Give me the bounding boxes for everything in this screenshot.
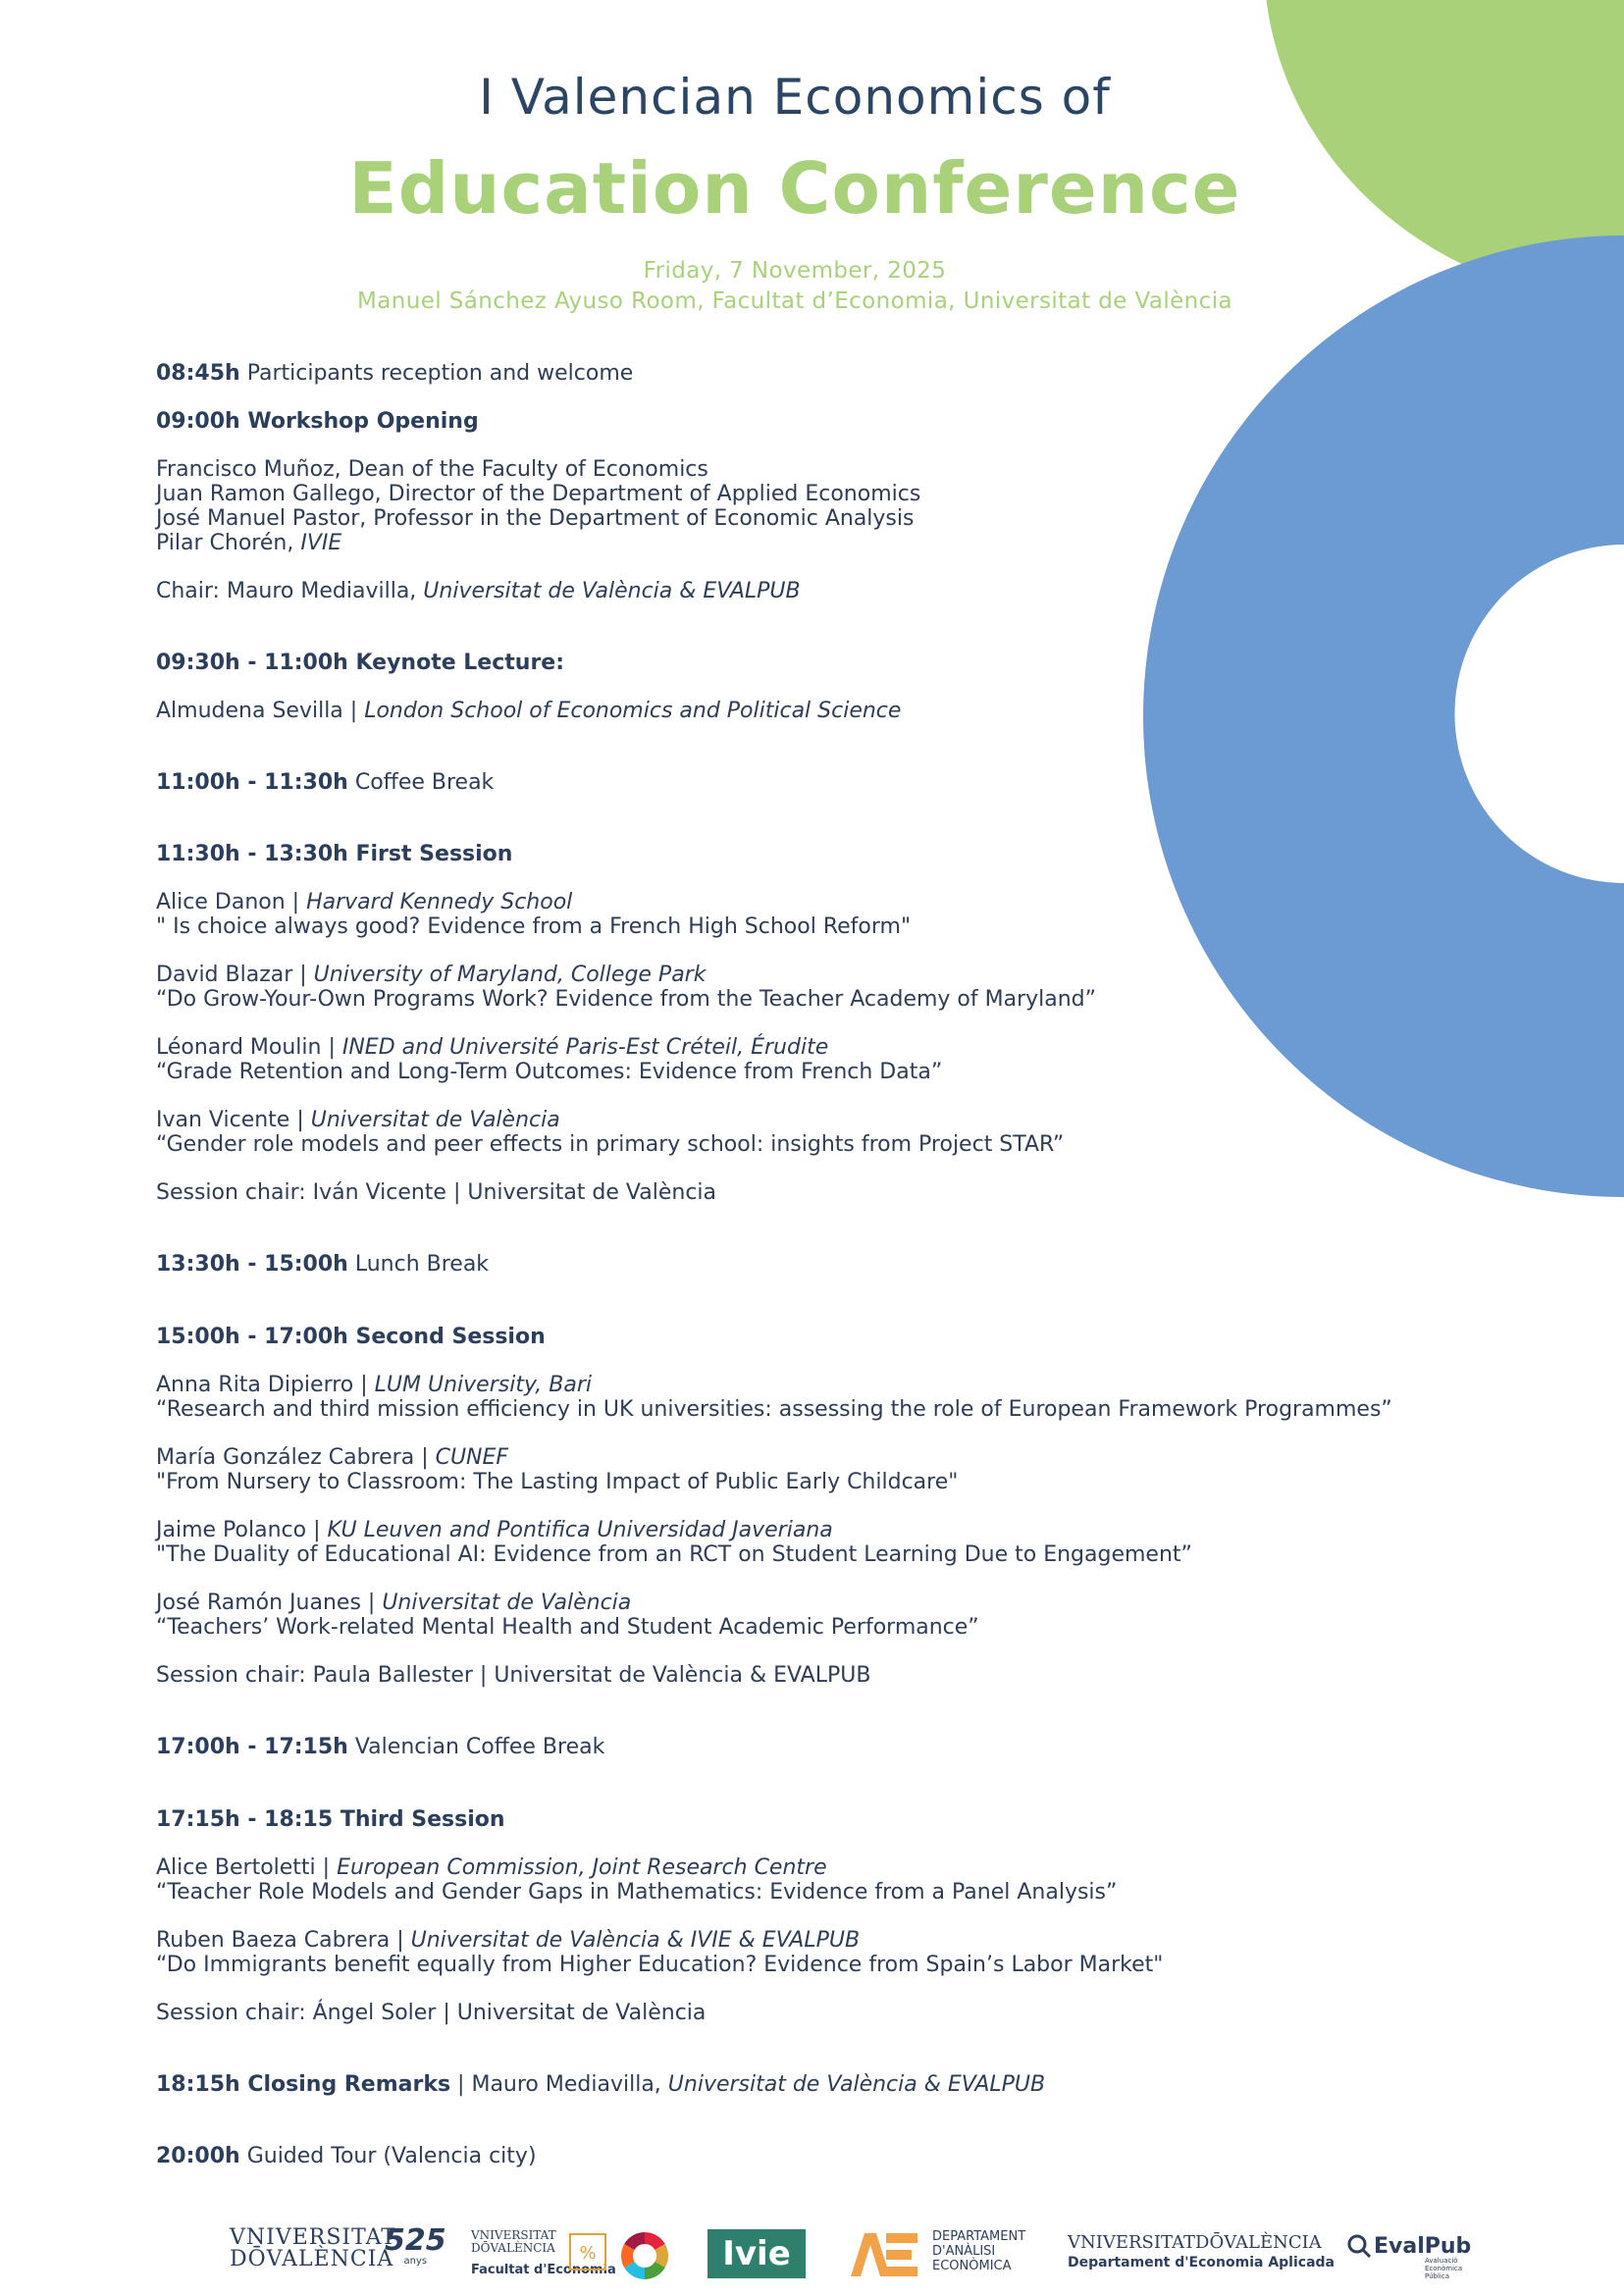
- speaker-entry: David Blazar | University of Maryland, College Park “Do Grow-Your-Own Programs Work? Evidence from the Teacher Academy of Maryland”: [156, 963, 1530, 1012]
- speaker-line: Juan Ramon Gallego, Director of the Department of Applied Economics: [156, 482, 921, 506]
- ivie-logo: Ivie: [707, 2229, 806, 2278]
- paper-title: "The Duality of Educational AI: Evidence from an RCT on Student Learning Due to Engagement”: [156, 1542, 1192, 1567]
- dept-applied-economics-logo: VNIVERSITATDŌVALÈNCIA Departament d'Economia Aplicada: [1068, 2232, 1335, 2270]
- paper-title: " Is choice always good? Evidence from a French High School Reform": [156, 914, 912, 939]
- faculty-economics-logo: VNIVERSITAT DŌVALÈNCIA Facultat d'Economia: [471, 2228, 616, 2277]
- program-item: [156, 361, 1530, 386]
- program-item: [156, 842, 1530, 866]
- paper-title: "From Nursery to Classroom: The Lasting Impact of Public Early Childcare": [156, 1470, 959, 1494]
- speaker-line: Francisco Muñoz, Dean of the Faculty of Economics: [156, 457, 708, 482]
- time-label: 11:30h - 13:30h First Session: [156, 842, 513, 866]
- item-label: | Mauro Mediavilla,: [450, 2072, 668, 2097]
- time-label: 13:30h - 15:00h: [156, 1252, 348, 1277]
- ae-logo-mark: [849, 2231, 919, 2278]
- time-label: 20:00h: [156, 2144, 240, 2168]
- time-label: 09:30h - 11:00h Keynote Lecture:: [156, 651, 565, 675]
- title-line-1: I Valencian Economics of: [479, 69, 1111, 126]
- magnifier-icon: [1346, 2233, 1372, 2259]
- speaker-entry: Ivan Vicente | Universitat de València “Gender role models and peer effects in primary school: insights from Project STAR”: [156, 1108, 1530, 1157]
- dept-economic-analysis-logo: DEPARTAMENT D'ANÀLISI ECONÒMICA: [932, 2229, 1026, 2273]
- uv-logo: VNIVERSITAT DŌVALÈNCIA: [230, 2225, 396, 2271]
- time-label: 11:00h - 11:30h: [156, 770, 348, 795]
- session-chair: Session chair: Paula Ballester | Universitat de València & EVALPUB: [156, 1663, 871, 1688]
- program-item: [156, 409, 1530, 434]
- speaker-line: Pilar Chorén, IVIE: [156, 531, 342, 555]
- paper-title: “Gender role models and peer effects in primary school: insights from Project STAR”: [156, 1132, 1065, 1157]
- item-label: Participants reception and welcome: [246, 361, 634, 386]
- speaker-entry: José Ramón Juanes | Universitat de València “Teachers’ Work-related Mental Health and Student Academic Performance”: [156, 1591, 1530, 1640]
- sdg-wheel-icon: [620, 2231, 669, 2280]
- item-label: Guided Tour (Valencia city): [246, 2144, 537, 2168]
- time-label: 15:00h - 17:00h Second Session: [156, 1325, 546, 1349]
- speaker-entry: Alice Danon | Harvard Kennedy School " Is choice always good? Evidence from a French High School Reform": [156, 890, 1530, 939]
- paper-title: “Grade Retention and Long-Term Outcomes: Evidence from French Data”: [156, 1060, 943, 1084]
- paper-title: “Do Grow-Your-Own Programs Work? Evidence from the Teacher Academy of Maryland”: [156, 987, 1097, 1012]
- paper-title: “Teachers’ Work-related Mental Health and Student Academic Performance”: [156, 1615, 979, 1640]
- evalpub-logo: EvalPub Avaluació Econòmica Pública: [1346, 2233, 1471, 2280]
- event-date: Friday, 7 November, 2025: [643, 258, 947, 284]
- title-line-2: Education Conference: [348, 147, 1241, 230]
- percent-icon: [569, 2233, 606, 2270]
- speaker-entry: Léonard Moulin | INED and Université Paris-Est Créteil, Érudite “Grade Retention and Long-Term Outcomes: Evidence from French Data”: [156, 1035, 1530, 1084]
- speaker-entry: María González Cabrera | CUNEF "From Nursery to Classroom: The Lasting Impact of Public Early Childcare": [156, 1445, 1530, 1494]
- sponsor-logos: [0, 2208, 1624, 2286]
- paper-title: “Research and third mission efficiency in UK universities: assessing the role of European Framework Programmes”: [156, 1397, 1392, 1422]
- time-label: 17:00h - 17:15h: [156, 1735, 348, 1759]
- time-label: 09:00h Workshop Opening: [156, 409, 479, 434]
- item-label: Lunch Break: [354, 1252, 490, 1277]
- program-item: [156, 2144, 1530, 2168]
- speaker-entry: Almudena Sevilla | London School of Economics and Political Science: [156, 699, 902, 723]
- session-chair: Session chair: Ángel Soler | Universitat de València: [156, 2001, 707, 2025]
- time-label: 08:45h: [156, 361, 240, 386]
- program-item: 18:15h Closing Remarks | Mauro Mediavilla, Universitat de València & EVALPUB: [156, 2072, 1046, 2097]
- session-chair: Session chair: Iván Vicente | Universitat de València: [156, 1180, 717, 1205]
- program-item: [156, 770, 1530, 795]
- program-item: [156, 1735, 1530, 1759]
- speaker-entry: Ruben Baeza Cabrera | Universitat de València & IVIE & EVALPUB “Do Immigrants benefit equally from Higher Education? Evidence from Spain’s Labor Market": [156, 1928, 1530, 1977]
- anniversary-logo: 525 anys: [385, 2223, 446, 2267]
- paper-title: “Do Immigrants benefit equally from Higher Education? Evidence from Spain’s Labor Market": [156, 1953, 1164, 1977]
- speaker-entry: Anna Rita Dipierro | LUM University, Bari “Research and third mission efficiency in UK universities: assessing the role of European Framework Programmes”: [156, 1373, 1530, 1422]
- speakers-list: [156, 457, 1530, 555]
- item-label: Coffee Break: [354, 770, 495, 795]
- session-chair: Chair: Mauro Mediavilla, Universitat de València & EVALPUB: [156, 579, 801, 603]
- item-label: Valencian Coffee Break: [354, 1735, 605, 1759]
- program-schedule: [156, 361, 1530, 2168]
- time-label: 17:15h - 18:15 Third Session: [156, 1807, 505, 1832]
- speaker-entry: Alice Bertoletti | European Commission, Joint Research Centre “Teacher Role Models and Gender Gaps in Mathematics: Evidence from a Panel Analysis”: [156, 1855, 1530, 1905]
- program-item: [156, 1252, 1530, 1277]
- program-item: [156, 1325, 1530, 1349]
- svg-text:%: %: [579, 2243, 597, 2264]
- paper-title: “Teacher Role Models and Gender Gaps in Mathematics: Evidence from a Panel Analysis”: [156, 1880, 1118, 1905]
- event-venue: Manuel Sánchez Ayuso Room, Facultat d’Economia, Universitat de València: [357, 288, 1232, 314]
- speaker-entry: Jaime Polanco | KU Leuven and Pontifica Universidad Javeriana "The Duality of Educational AI: Evidence from an RCT on Student Learning Due to Engagement”: [156, 1518, 1530, 1567]
- program-item: [156, 651, 1530, 675]
- program-item: [156, 1807, 1530, 1832]
- speaker-line: José Manuel Pastor, Professor in the Department of Economic Analysis: [156, 506, 915, 531]
- time-label: 18:15h Closing Remarks: [156, 2072, 451, 2097]
